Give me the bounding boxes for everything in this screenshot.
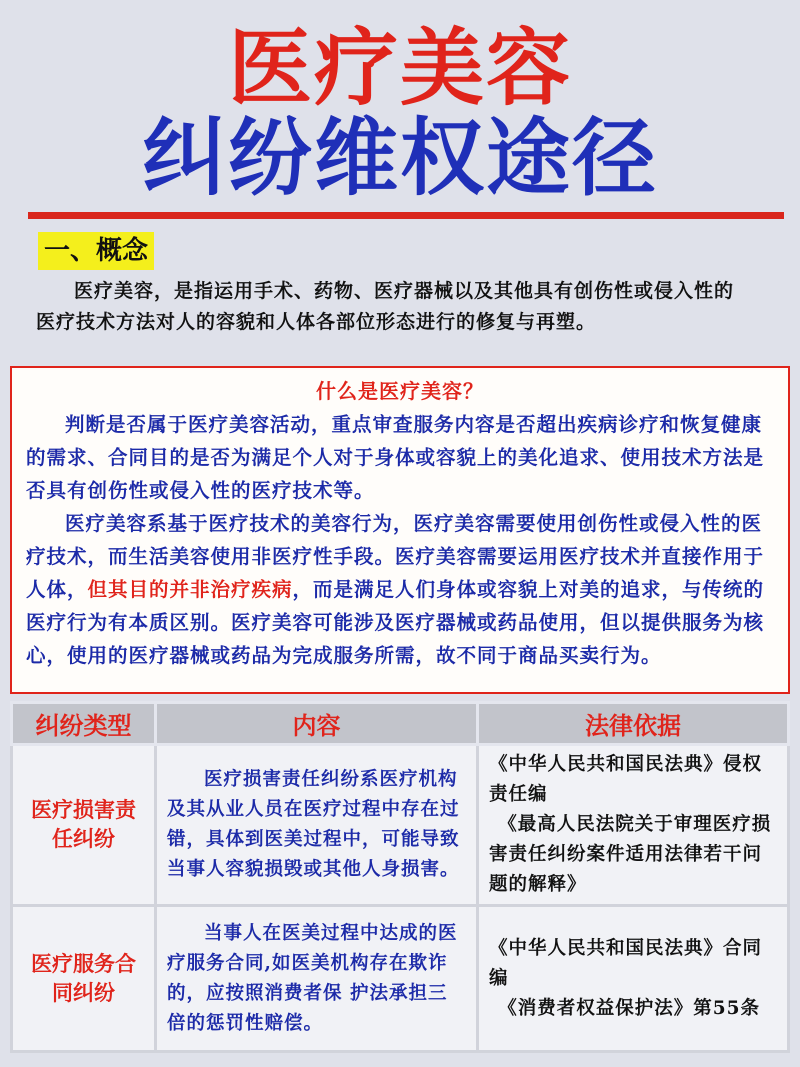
section-heading-concept: 一、概念 xyxy=(38,232,154,270)
table-header-row xyxy=(12,703,789,745)
content-cell: 当事人在医美过程中达成的医疗服务合同,如医美机构存在欺诈的，应按照消费者保 护法承担三倍的惩罚性赔偿。 xyxy=(156,906,478,1052)
legal-basis-line: 《中华人民共和国民法典》合同编 xyxy=(489,937,763,989)
box-paragraph-2 xyxy=(26,507,774,672)
box-paragraph-1: 判断是否属于医疗美容活动，重点审查服务内容是否超出疾病诊疗和恢复健康的需求、合同目的是否为满足个人对于身体或容貌上的美化追求、使用技术方法是否具有创伤性或侵入性的医疗技术等。 xyxy=(26,413,765,502)
what-is-medical-beauty-box xyxy=(10,366,790,694)
title-divider xyxy=(28,212,784,219)
concept-paragraph: 医疗美容，是指运用手术、药物、医疗器械以及其他具有创伤性或侵入性的医疗技术方法对人的容貌和人体各部位形态进行的修复与再塑。 xyxy=(36,280,735,333)
table-row xyxy=(12,745,789,906)
page-title-line1: 医疗美容 xyxy=(227,19,572,117)
box-paragraph-2-part2: ，而是满足人们身体或容貌上对美的追求，与传统的医疗行为有本质区别。医疗美容可能涉及医疗器械或药品使用，但以提供服务为核心，使用的医疗器械或药品为完成服务所需，故不同于商品买卖行为。 xyxy=(26,578,765,667)
legal-basis-line: 《消费者权益保护法》第55条 xyxy=(498,997,760,1019)
box-title: 什么是医疗美容？ xyxy=(316,379,484,403)
legal-basis-cell xyxy=(478,906,789,1052)
content-cell: 医疗损害责任纠纷系医疗机构及其从业人员在医疗过程中存在过错，具体到医美过程中，可能导致当事人容貌损毁或其他人身损害。 xyxy=(156,745,478,906)
dispute-type-cell: 医疗服务合同纠纷 xyxy=(12,906,156,1052)
dispute-table xyxy=(10,701,790,1053)
header-content: 内容 xyxy=(156,703,478,745)
page-title-line2: 纠纷维权途径 xyxy=(141,109,658,207)
table-row xyxy=(12,906,789,1052)
dispute-type-cell: 医疗损害责任纠纷 xyxy=(12,745,156,906)
legal-basis-line: 《最高人民法院关于审理医疗损害责任纠纷案件适用法律若干问题的解释》 xyxy=(489,814,772,895)
legal-basis-line: 《中华人民共和国民法典》侵权责任编 xyxy=(489,754,763,805)
header-dispute-type: 纠纷类型 xyxy=(12,703,156,745)
legal-basis-cell xyxy=(478,745,789,906)
box-paragraph-2-part1: 医疗美容系基于医疗技术的美容行为，医疗美容需要使用创伤性或侵入性的医疗技术，而生活美容使用非医疗性手段。医疗美容需要运用医疗技术并直接作用于人体， xyxy=(26,512,765,601)
header-legal-basis: 法律依据 xyxy=(478,703,789,745)
box-paragraph-2-highlight: 但其目的并非治疗疾病 xyxy=(87,578,293,601)
